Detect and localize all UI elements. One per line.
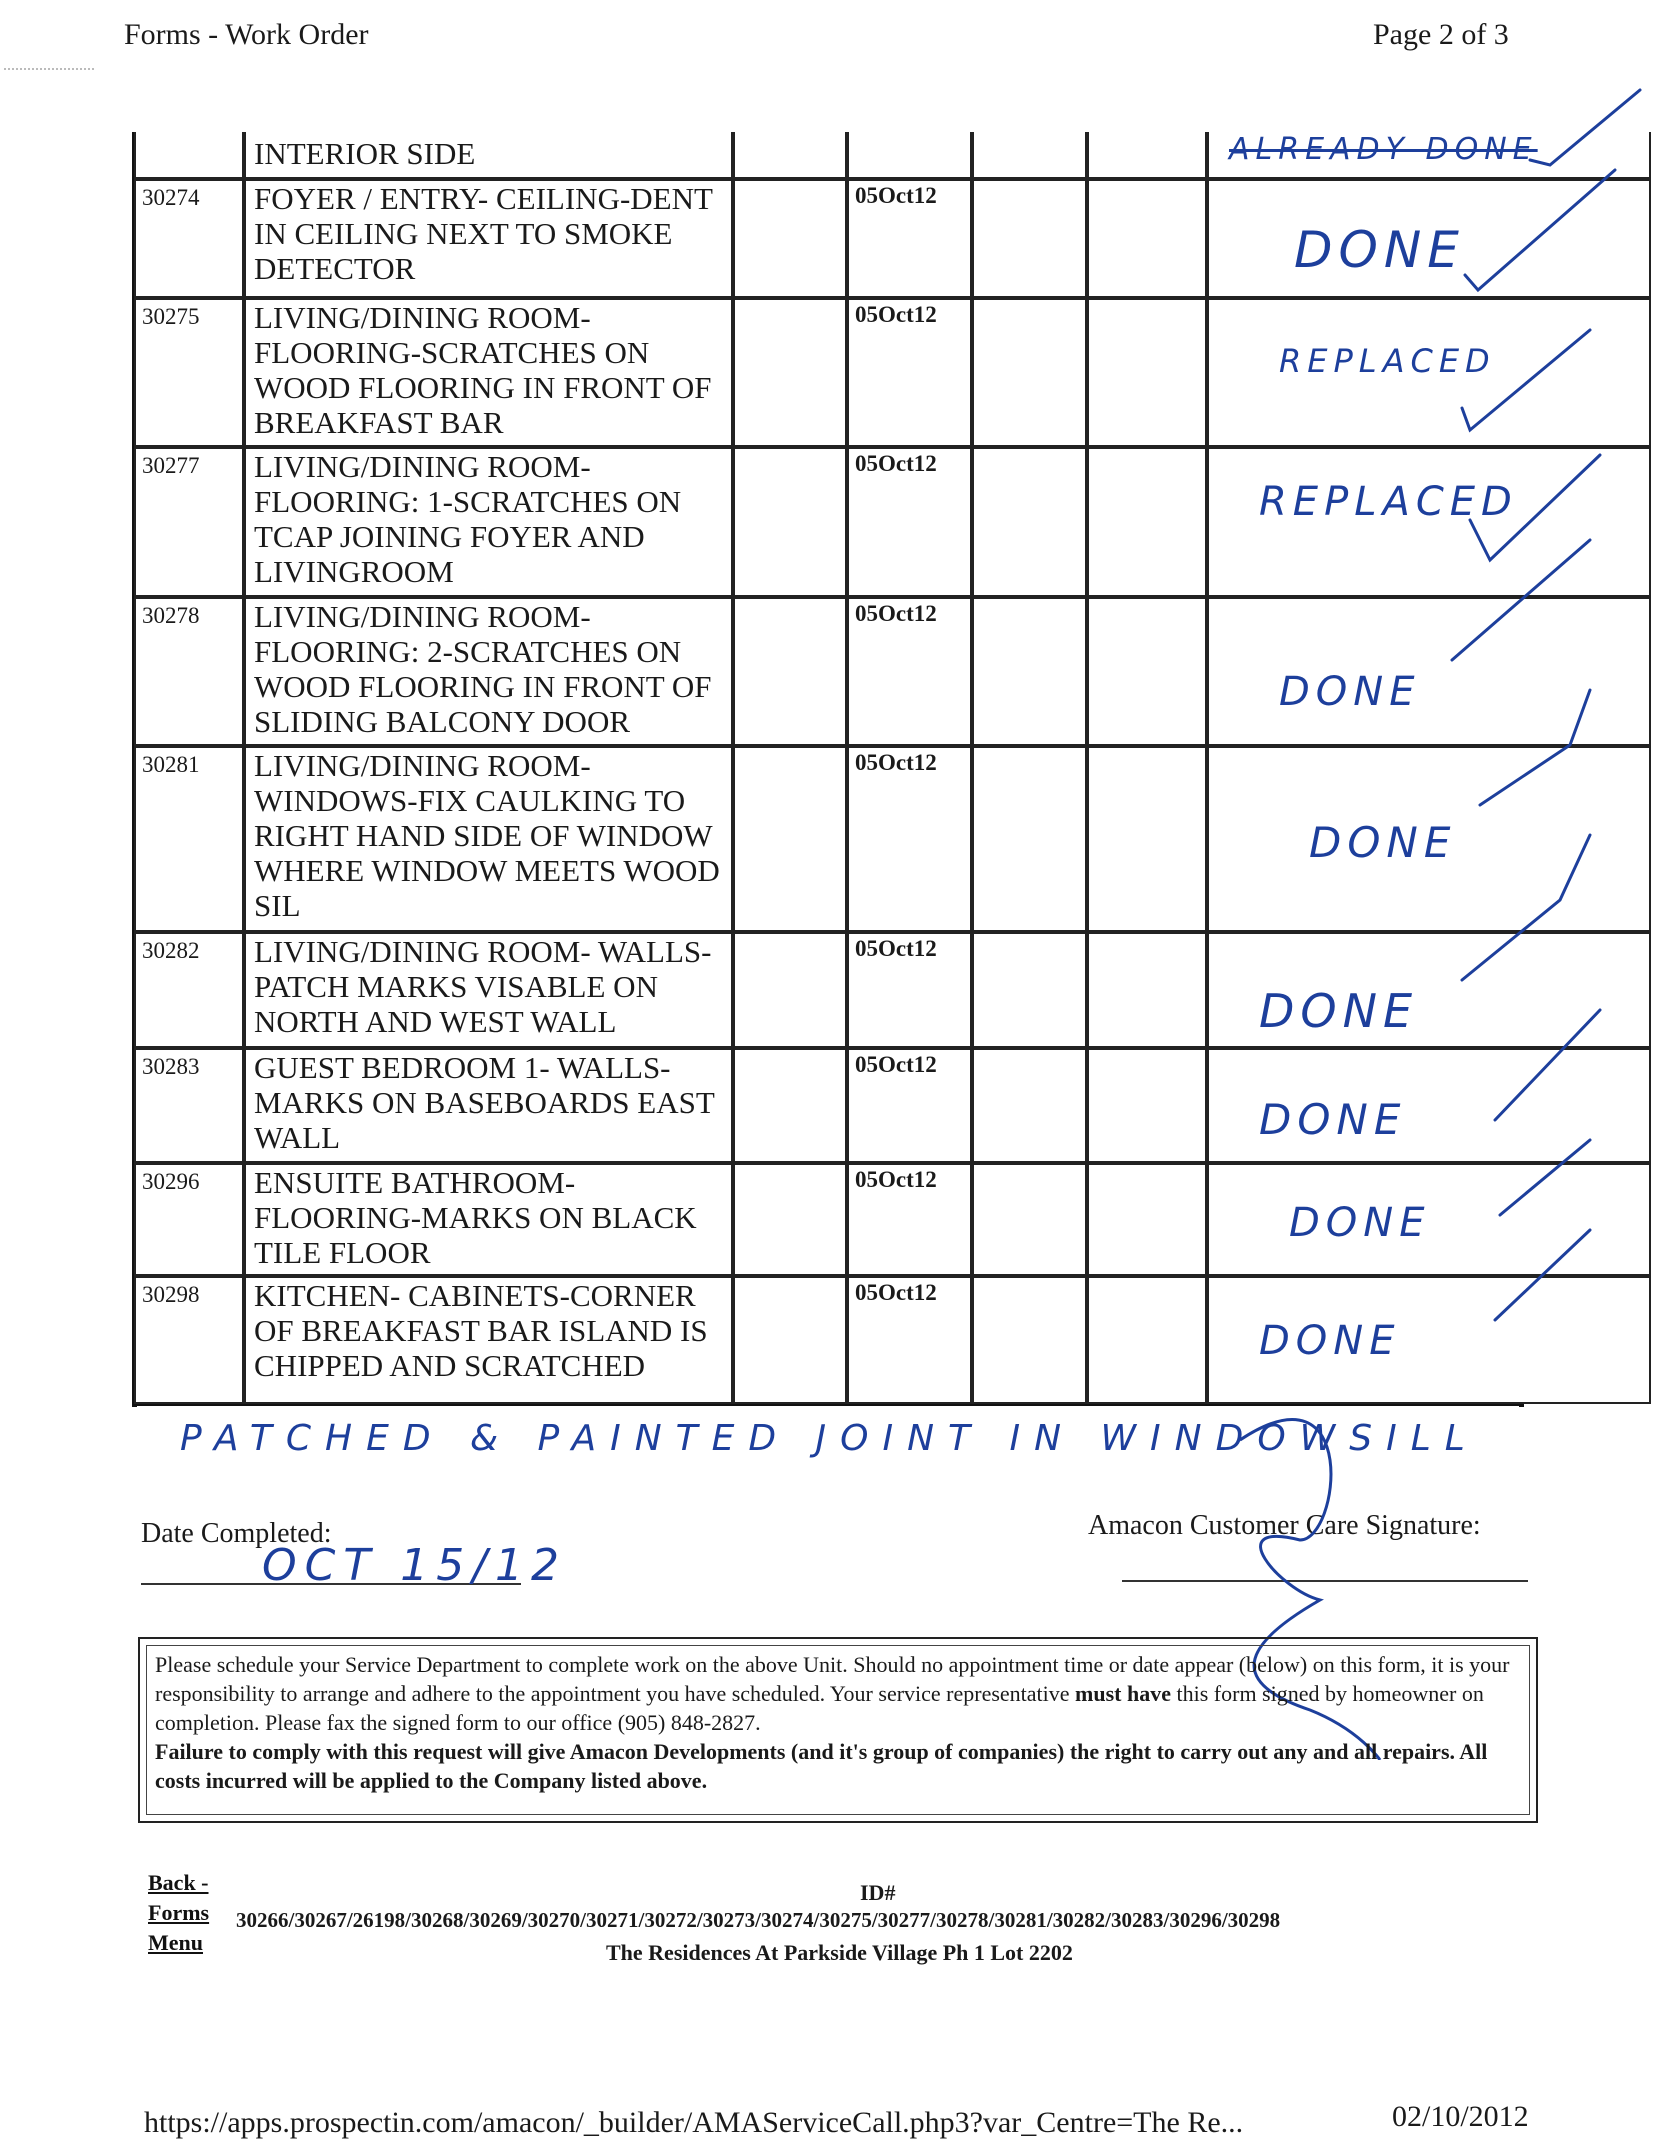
- row-id: 30298: [142, 1282, 200, 1307]
- signature-label: Amacon Customer Care Signature:: [1088, 1510, 1481, 1541]
- checkmark-icon: [1500, 1140, 1590, 1215]
- table-row: [132, 932, 1524, 1048]
- crossed-out-note: ALREADY DONE: [1229, 132, 1538, 167]
- row-id: 30275: [142, 304, 200, 329]
- row-description: GUEST BEDROOM 1- WALLS- MARKS ON BASEBOARDS EAST WALL: [254, 1050, 715, 1155]
- back-link-line-1[interactable]: Back -: [148, 1870, 209, 1895]
- table-row-continued: [132, 132, 1538, 179]
- notice-must-have: must have: [1075, 1681, 1171, 1706]
- row-handwritten-status: DONE: [1309, 818, 1457, 867]
- row-date: 05Oct12: [855, 750, 937, 775]
- row-date: 05Oct12: [855, 1280, 937, 1305]
- checkmark-icon: [1495, 1010, 1600, 1120]
- table-row: [132, 746, 1524, 932]
- row-description: LIVING/DINING ROOM- FLOORING-SCRATCHES ON WOOD FLOORING IN FRONT OF BREAKFAST BAR: [254, 300, 712, 440]
- row-id: 30277: [142, 453, 200, 478]
- back-link-line-3[interactable]: Menu: [148, 1930, 203, 1955]
- print-url: https://apps.prospectin.com/amacon/_builder/AMAServiceCall.php3?var_Centre=The Re...: [144, 2106, 1244, 2139]
- row-description: INTERIOR SIDE: [254, 136, 476, 171]
- row-description: LIVING/DINING ROOM- WINDOWS-FIX CAULKING TO RIGHT HAND SIDE OF WINDOW WHERE WINDOW MEETS WOOD SIL: [254, 748, 720, 923]
- row-date: 05Oct12: [855, 1167, 937, 1192]
- notice-box: [138, 1637, 1538, 1823]
- row-description: ENSUITE BATHROOM- FLOORING-MARKS ON BLACK TILE FLOOR: [254, 1165, 697, 1270]
- row-id: 30283: [142, 1054, 200, 1079]
- row-handwritten-status: DONE: [1259, 984, 1419, 1038]
- checkmarks-overlay: [1440, 80, 1650, 1380]
- scan-mark: [4, 68, 94, 72]
- back-forms-menu-link[interactable]: [148, 1868, 209, 1958]
- table-row: [132, 179, 1524, 298]
- checkmark-icon: [1452, 540, 1590, 660]
- id-list: 30266/30267/26198/30268/30269/30270/30271/30272/30273/30274/30275/30277/30278/30281/30282/30283/30296/30298: [236, 1908, 1281, 1932]
- table-row: [132, 597, 1524, 746]
- print-date: 02/10/2012: [1392, 2100, 1529, 2133]
- row-date: 05Oct12: [855, 302, 937, 327]
- checkmark-icon: [1462, 835, 1590, 980]
- checkmark-icon: [1462, 330, 1590, 430]
- row-id: 30281: [142, 752, 200, 777]
- row-id: 30274: [142, 185, 200, 210]
- table-row: [132, 1048, 1524, 1163]
- row-handwritten-status: REPLACED: [1279, 342, 1496, 380]
- table-row: [132, 447, 1524, 597]
- row-handwritten-status: DONE: [1259, 1318, 1401, 1364]
- row-date: 05Oct12: [855, 601, 937, 626]
- notice-line-1: Please schedule your Service Department to complete work on the above Unit. Should no appointment time or date appear (below) on this form, it is your responsibility to arrange and adhere to the appointment you have scheduled. Your service representative: [155, 1652, 1510, 1706]
- row-id: 30296: [142, 1169, 200, 1194]
- handwritten-note: PATCHED & PAINTED JOINT IN WINDOWSILL: [180, 1418, 1479, 1459]
- row-id: 30278: [142, 603, 200, 628]
- form-title: Forms - Work Order: [124, 18, 369, 51]
- row-date: 05Oct12: [855, 1052, 937, 1077]
- row-handwritten-status: DONE: [1259, 1095, 1407, 1144]
- notice-line-2: this form signed by homeowner on completion. Please fax the signed form to our office (905) 848-2827.: [155, 1681, 1484, 1735]
- row-description: LIVING/DINING ROOM- FLOORING: 2-SCRATCHES ON WOOD FLOORING IN FRONT OF SLIDING BALCONY DOOR: [254, 599, 712, 739]
- table-row: [132, 298, 1524, 447]
- checkmark-icon: [1465, 170, 1615, 290]
- date-completed-label: Date Completed:: [141, 1518, 332, 1549]
- project-name: The Residences At Parkside Village Ph 1 Lot 2202: [606, 1940, 1073, 1965]
- row-date: 05Oct12: [855, 183, 937, 208]
- row-date: 05Oct12: [855, 451, 937, 476]
- row-handwritten-status: DONE: [1279, 669, 1421, 715]
- checkmark-icon: [1470, 455, 1600, 560]
- checkmark-icon: [1480, 690, 1590, 805]
- row-description: KITCHEN- CABINETS-CORNER OF BREAKFAST BAR ISLAND IS CHIPPED AND SCRATCHED: [254, 1278, 708, 1383]
- back-link-line-2[interactable]: Forms: [148, 1900, 210, 1925]
- notice-warning: Failure to comply with this request will give Amacon Developments (and it's group of companies) the right to carry out any and all repairs. All costs incurred will be applied to the Company listed above.: [155, 1739, 1488, 1793]
- row-handwritten-status: DONE: [1289, 1200, 1431, 1246]
- row-description: FOYER / ENTRY- CEILING-DENT IN CEILING NEXT TO SMOKE DETECTOR: [254, 181, 713, 286]
- checkmark-icon: [1530, 90, 1640, 165]
- checkmark-icon: [1495, 1230, 1590, 1320]
- notice-text: [155, 1650, 1521, 1795]
- table-row: [132, 1163, 1524, 1276]
- row-description: LIVING/DINING ROOM- WALLS- PATCH MARKS VISABLE ON NORTH AND WEST WALL: [254, 934, 712, 1039]
- row-description: LIVING/DINING ROOM- FLOORING: 1-SCRATCHES ON TCAP JOINING FOYER AND LIVINGROOM: [254, 449, 682, 589]
- row-handwritten-status: REPLACED: [1259, 479, 1518, 525]
- row-id: 30282: [142, 938, 200, 963]
- page-indicator: Page 2 of 3: [1373, 18, 1509, 51]
- id-label: ID#: [860, 1880, 896, 1905]
- date-completed-value: OCT 15/12: [262, 1540, 568, 1591]
- row-handwritten-status: DONE: [1294, 221, 1465, 279]
- row-date: 05Oct12: [855, 936, 937, 961]
